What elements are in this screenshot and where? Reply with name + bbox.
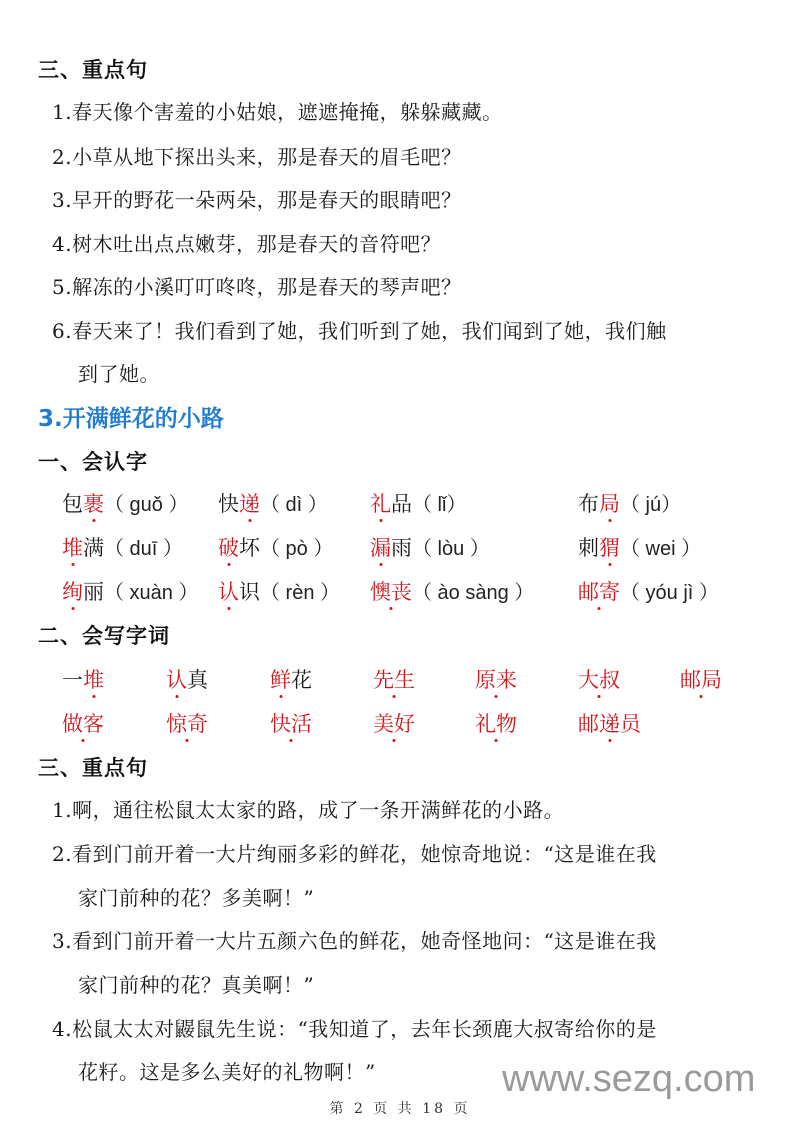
pinyin: （ lòu ） xyxy=(412,538,490,560)
char-highlight: 先生 xyxy=(373,668,415,692)
write-word xyxy=(166,664,208,694)
char-plain: 识 xyxy=(239,580,260,604)
char-plain: 品 xyxy=(391,492,412,516)
watermark: www.sezq.com xyxy=(502,1058,756,1100)
write-word xyxy=(475,664,517,694)
char-plain: 布 xyxy=(578,492,599,516)
sentence-line: 2.小草从地下探出头来，那是春天的眉毛吧？ xyxy=(52,145,462,169)
recognize-item xyxy=(218,576,340,606)
section-heading-write: 二、会写字词 xyxy=(38,624,170,648)
char-highlight: 裹 xyxy=(83,492,104,516)
char-plain: 丽 xyxy=(83,580,104,604)
char-highlight: 邮局 xyxy=(680,668,722,692)
pinyin: （ dì ） xyxy=(260,494,328,516)
sentence-line-continued: 到了她。 xyxy=(78,362,160,386)
char-highlight: 做客 xyxy=(62,712,104,736)
char-highlight: 邮递员 xyxy=(578,712,641,736)
write-word xyxy=(166,708,208,738)
char-highlight: 破 xyxy=(218,536,239,560)
write-word xyxy=(373,708,415,738)
sentence-line: 4.树木吐出点点嫩芽，那是春天的音符吧？ xyxy=(52,232,442,256)
sentence-line: 1.春天像个害羞的小姑娘，遮遮掩掩，躲躲藏藏。 xyxy=(52,100,503,124)
write-word xyxy=(373,664,415,694)
sentence-line: 5.解冻的小溪叮叮咚咚，那是春天的琴声吧？ xyxy=(52,275,462,299)
char-highlight: 惊奇 xyxy=(166,712,208,736)
write-word xyxy=(680,664,722,694)
char-plain: 刺 xyxy=(578,536,599,560)
write-word xyxy=(62,664,104,694)
char-highlight: 绚 xyxy=(62,580,83,604)
pinyin: （ wei ） xyxy=(620,538,702,560)
pinyin: （ guǒ ） xyxy=(104,494,189,516)
char-highlight: 局 xyxy=(599,492,620,516)
recognize-item xyxy=(62,576,198,606)
char-plain: 一 xyxy=(62,668,83,692)
write-word xyxy=(475,708,517,738)
section-heading-recognize: 一、会认字 xyxy=(38,450,148,474)
pinyin: （ rèn ） xyxy=(260,582,341,604)
write-word xyxy=(578,708,641,738)
recognize-item xyxy=(62,488,188,518)
char-plain: 快 xyxy=(218,492,239,516)
recognize-item xyxy=(578,576,719,606)
recognize-item xyxy=(218,532,333,562)
char-plain: 真 xyxy=(187,668,208,692)
section-heading-key-sentences: 三、重点句 xyxy=(38,756,148,780)
pinyin: （ ào sàng ） xyxy=(412,582,535,604)
char-highlight: 认 xyxy=(218,580,239,604)
sentence-line-continued: 家门前种的花？多美啊！” xyxy=(78,886,315,910)
char-highlight: 快活 xyxy=(270,712,312,736)
pinyin: （ yóu jì ） xyxy=(620,582,719,604)
char-highlight: 递 xyxy=(239,492,260,516)
pinyin: （ lǐ） xyxy=(412,494,467,516)
sentence-line: 6.春天来了！我们看到了她，我们听到了她，我们闻到了她，我们触 xyxy=(52,319,667,343)
write-word xyxy=(270,708,312,738)
recognize-item xyxy=(62,532,183,562)
recognize-item xyxy=(370,576,534,606)
char-highlight: 美好 xyxy=(373,712,415,736)
recognize-item xyxy=(578,488,681,518)
char-plain: 花 xyxy=(291,668,312,692)
char-highlight: 大叔 xyxy=(578,668,620,692)
char-plain: 满 xyxy=(83,536,104,560)
char-highlight: 礼 xyxy=(370,492,391,516)
char-highlight: 原来 xyxy=(475,668,517,692)
char-highlight: 邮寄 xyxy=(578,580,620,604)
section-heading-key-sentences-prev: 三、重点句 xyxy=(38,58,148,82)
pinyin: （ pò ） xyxy=(260,538,334,560)
char-highlight: 鲜 xyxy=(270,668,291,692)
sentence-line: 3.看到门前开着一大片五颜六色的鲜花，她奇怪地问：“这是谁在我 xyxy=(52,929,657,953)
pinyin: （ duī ） xyxy=(104,538,183,560)
recognize-item xyxy=(218,488,328,518)
write-word xyxy=(270,664,312,694)
write-word xyxy=(578,664,620,694)
recognize-item xyxy=(370,532,490,562)
sentence-line: 3.早开的野花一朵两朵，那是春天的眼睛吧？ xyxy=(52,188,462,212)
sentence-line: 1.啊，通往松鼠太太家的路，成了一条开满鲜花的小路。 xyxy=(52,798,565,822)
pinyin: （ jú） xyxy=(620,494,682,516)
lesson-title: 3.开满鲜花的小路 xyxy=(38,406,224,432)
char-plain: 坏 xyxy=(239,536,260,560)
char-highlight: 猬 xyxy=(599,536,620,560)
char-highlight: 堆 xyxy=(83,668,104,692)
char-highlight: 认 xyxy=(166,668,187,692)
sentence-line: 4.松鼠太太对鼹鼠先生说：“我知道了，去年长颈鹿大叔寄给你的是 xyxy=(52,1017,657,1041)
page-footer: 第 2 页 共 18 页 xyxy=(329,1101,471,1117)
char-highlight: 懊丧 xyxy=(370,580,412,604)
char-highlight: 礼物 xyxy=(475,712,517,736)
recognize-item xyxy=(370,488,466,518)
sentence-line: 2.看到门前开着一大片绚丽多彩的鲜花，她惊奇地说：“这是谁在我 xyxy=(52,842,657,866)
pinyin: （ xuàn ） xyxy=(104,582,199,604)
char-highlight: 漏 xyxy=(370,536,391,560)
sentence-line-continued: 花籽。这是多么美好的礼物啊！” xyxy=(78,1060,376,1084)
recognize-item xyxy=(578,532,701,562)
char-plain: 包 xyxy=(62,492,83,516)
write-word xyxy=(62,708,104,738)
char-plain: 雨 xyxy=(391,536,412,560)
sentence-line-continued: 家门前种的花？真美啊！” xyxy=(78,973,315,997)
char-highlight: 堆 xyxy=(62,536,83,560)
